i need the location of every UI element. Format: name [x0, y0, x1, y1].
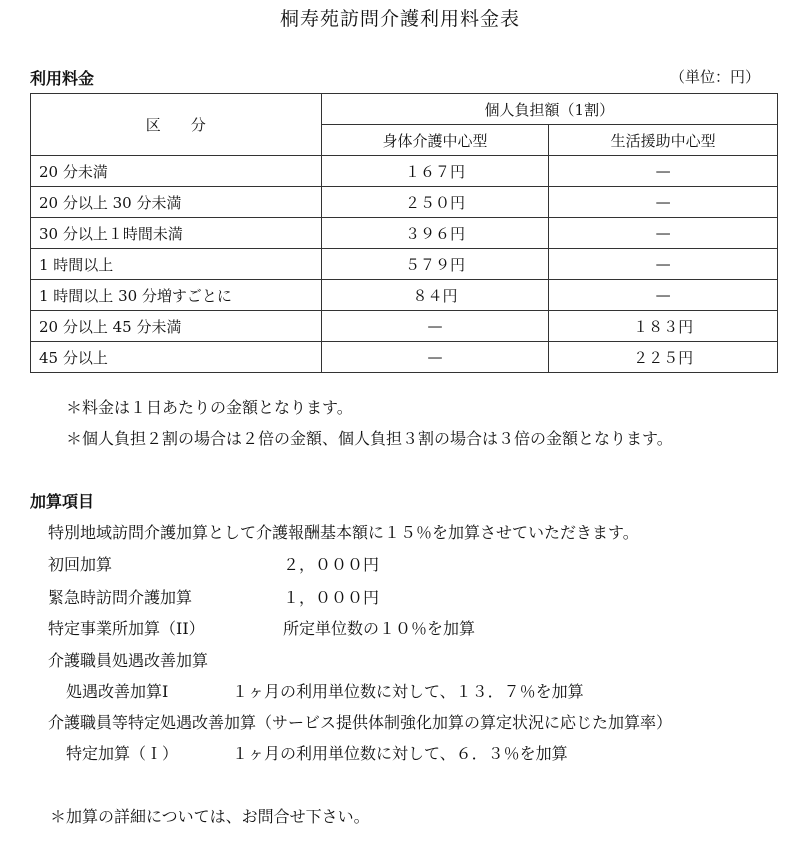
burden-header: 個人負担額（1割）: [321, 94, 777, 125]
life-support-fee: —: [549, 280, 778, 311]
table-row: [31, 342, 778, 373]
row-label: 20 分未満: [31, 156, 322, 187]
specific-improvement-title: 介護職員等特定処遇改善加算（サービス提供体制強化加算の算定状況に応じた加算率）: [48, 713, 673, 732]
life-support-header: 生活援助中心型: [549, 125, 778, 156]
addons-heading: 加算項目: [30, 492, 95, 511]
addon-value: 所定単位数の１０％を加算: [283, 619, 476, 638]
life-support-fee: —: [549, 218, 778, 249]
body-care-fee: ８４円: [321, 280, 549, 311]
table-row: [31, 280, 778, 311]
body-care-fee: ５７９円: [321, 249, 549, 280]
table-row: [31, 156, 778, 187]
life-support-fee: ２２５円: [549, 342, 778, 373]
regional-addon-text: 特別地域訪問介護加算として介護報酬基本額に１５％を加算させていただきます。: [48, 523, 639, 542]
footer-note: ＊加算の詳細については、お問合せ下さい。: [50, 807, 370, 826]
table-row: [31, 311, 778, 342]
body-care-fee: ３９６円: [321, 218, 549, 249]
body-care-fee: —: [321, 311, 549, 342]
life-support-fee: —: [549, 187, 778, 218]
page-title: 桐寿苑訪問介護利用料金表: [279, 8, 520, 30]
row-label: 1 時間以上: [31, 249, 322, 280]
fee-table: [30, 93, 778, 373]
category-header: 区 分: [31, 94, 322, 156]
table-row: [31, 249, 778, 280]
life-support-fee: １８３円: [549, 311, 778, 342]
specific-improvement-sub-value: １ヶ月の利用単位数に対して、６．３％を加算: [232, 744, 568, 763]
fee-note: ＊料金は１日あたりの金額となります。: [66, 398, 353, 417]
staff-improvement-sub-value: １ヶ月の利用単位数に対して、１３．７％を加算: [232, 682, 584, 701]
table-row: [31, 218, 778, 249]
row-label: 30 分以上１時間未満: [31, 218, 322, 249]
row-label: 1 時間以上 30 分増すごとに: [31, 280, 322, 311]
row-label: 20 分以上 45 分未満: [31, 311, 322, 342]
addon-name: 初回加算: [48, 555, 113, 574]
body-care-fee: —: [321, 342, 549, 373]
staff-improvement-sub-name: 処遇改善加算Ⅰ: [66, 682, 169, 701]
life-support-fee: —: [549, 249, 778, 280]
addon-name: 特定事業所加算（II）: [48, 619, 205, 638]
fee-note: ＊個人負担２割の場合は２倍の金額、個人負担３割の場合は３倍の金額となります。: [66, 429, 673, 448]
body-care-header: 身体介護中心型: [321, 125, 549, 156]
table-row: [31, 187, 778, 218]
fees-heading: 利用料金: [30, 69, 95, 88]
life-support-fee: —: [549, 156, 778, 187]
addon-value: ２，０００円: [283, 555, 380, 574]
staff-improvement-title: 介護職員処遇改善加算: [48, 651, 209, 670]
body-care-fee: １６７円: [321, 156, 549, 187]
row-label: 45 分以上: [31, 342, 322, 373]
addon-value: １，０００円: [283, 588, 380, 607]
unit-label: （単位：円）: [669, 68, 760, 86]
addon-name: 緊急時訪問介護加算: [48, 588, 193, 607]
body-care-fee: ２５０円: [321, 187, 549, 218]
specific-improvement-sub-name: 特定加算（Ｉ）: [66, 744, 179, 763]
row-label: 20 分以上 30 分未満: [31, 187, 322, 218]
